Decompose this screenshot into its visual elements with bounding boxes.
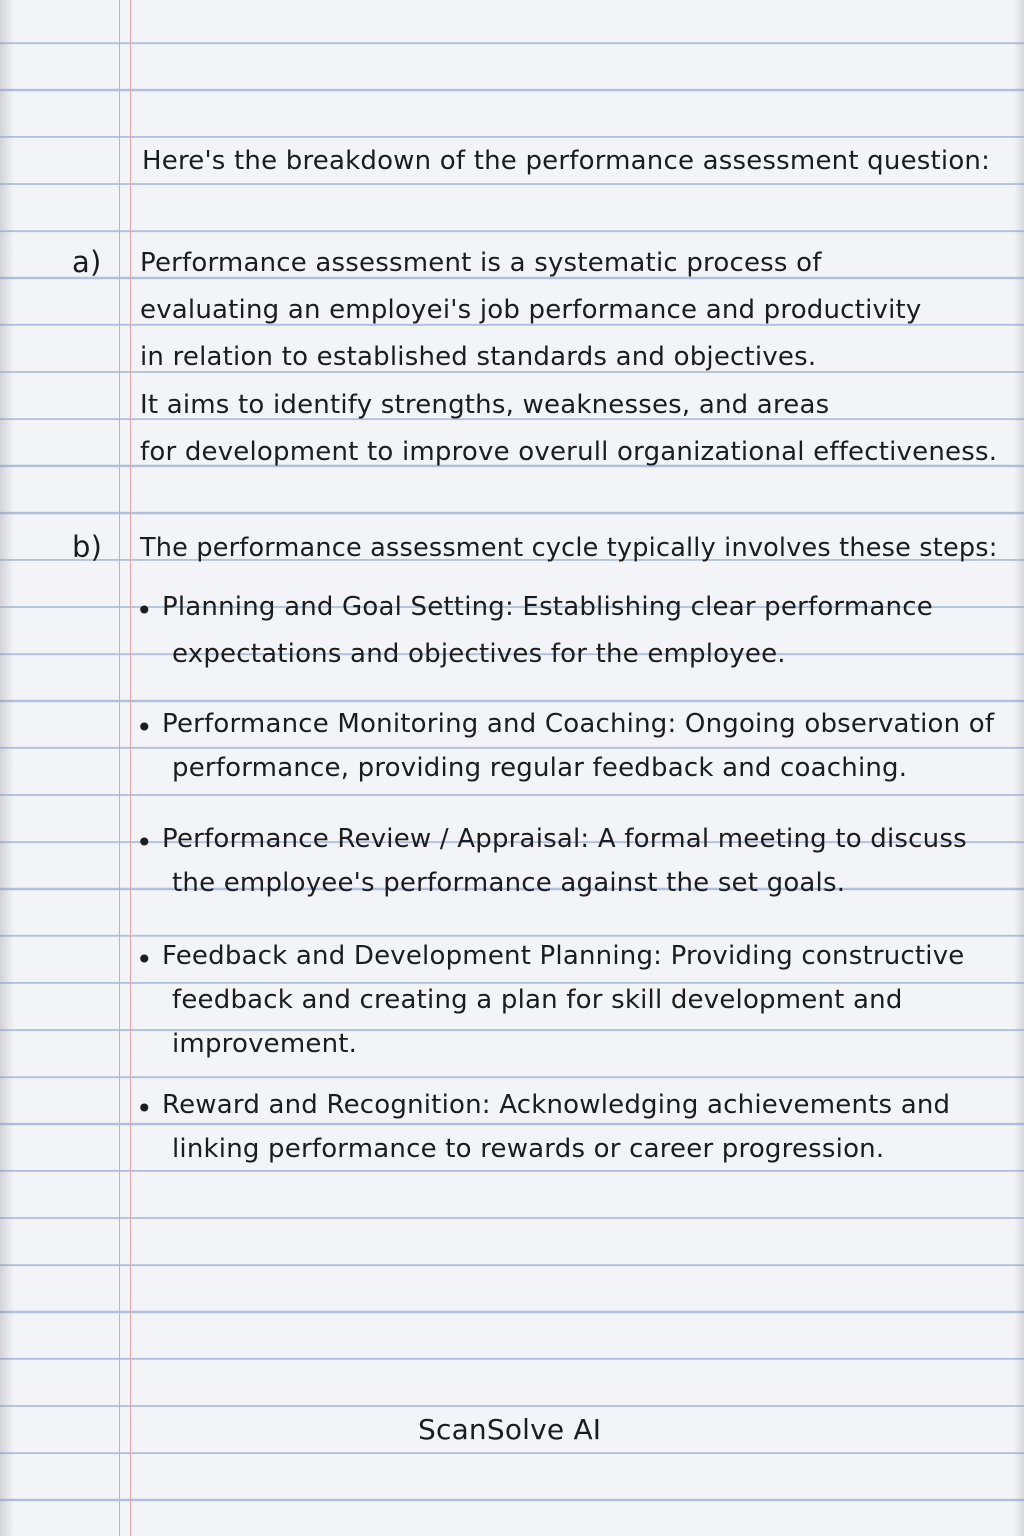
bullet-item-line: improvement. [172,1029,358,1059]
section-b-marker: b) [72,530,103,564]
section-a-line: in relation to established standards and objectives. [140,342,817,372]
section-a-line: evaluating an employei's job performance and productivity [140,295,922,325]
bullet-item-line: feedback and creating a plan for skill development and [172,985,903,1015]
footer-brand: ScanSolve AI [418,1413,602,1446]
bullet-item-line: performance, providing regular feedback and coaching. [172,753,908,783]
bullet-item-line: Feedback and Development Planning: Providing constructive [162,941,965,971]
bullet-item-line: Performance Review / Appraisal: A formal meeting to discuss [162,824,967,854]
bullet-item-line: Performance Monitoring and Coaching: Ongoing observation of [162,709,995,739]
margin-line [119,0,120,1536]
section-a-line: Performance assessment is a systematic process of [140,248,822,278]
bullet-icon: • [136,826,153,859]
bullet-icon: • [136,711,153,744]
bullet-item-line: Planning and Goal Setting: Establishing clear performance [162,592,933,622]
bullet-icon: • [136,1092,153,1125]
page-edge-shadow-right [1014,0,1024,1536]
bullet-item-line: linking performance to rewards or career progression. [172,1134,885,1164]
margin-line [130,0,131,1536]
section-b-intro: The performance assessment cycle typically involves these steps: [140,533,998,563]
bullet-item-line: the employee's performance against the set goals. [172,868,846,898]
bullet-icon: • [136,594,153,627]
heading: Here's the breakdown of the performance assessment question: [142,146,991,176]
bullet-item-line: Reward and Recognition: Acknowledging achievements and [162,1090,951,1120]
bullet-icon: • [136,943,153,976]
page-edge-shadow-left [0,0,14,1536]
section-a-line: for development to improve overull organizational effectiveness. [140,437,998,467]
bullet-item-line: expectations and objectives for the employee. [172,639,786,669]
section-a-line: It aims to identify strengths, weaknesses, and areas [140,390,830,420]
section-a-marker: a) [72,245,102,279]
